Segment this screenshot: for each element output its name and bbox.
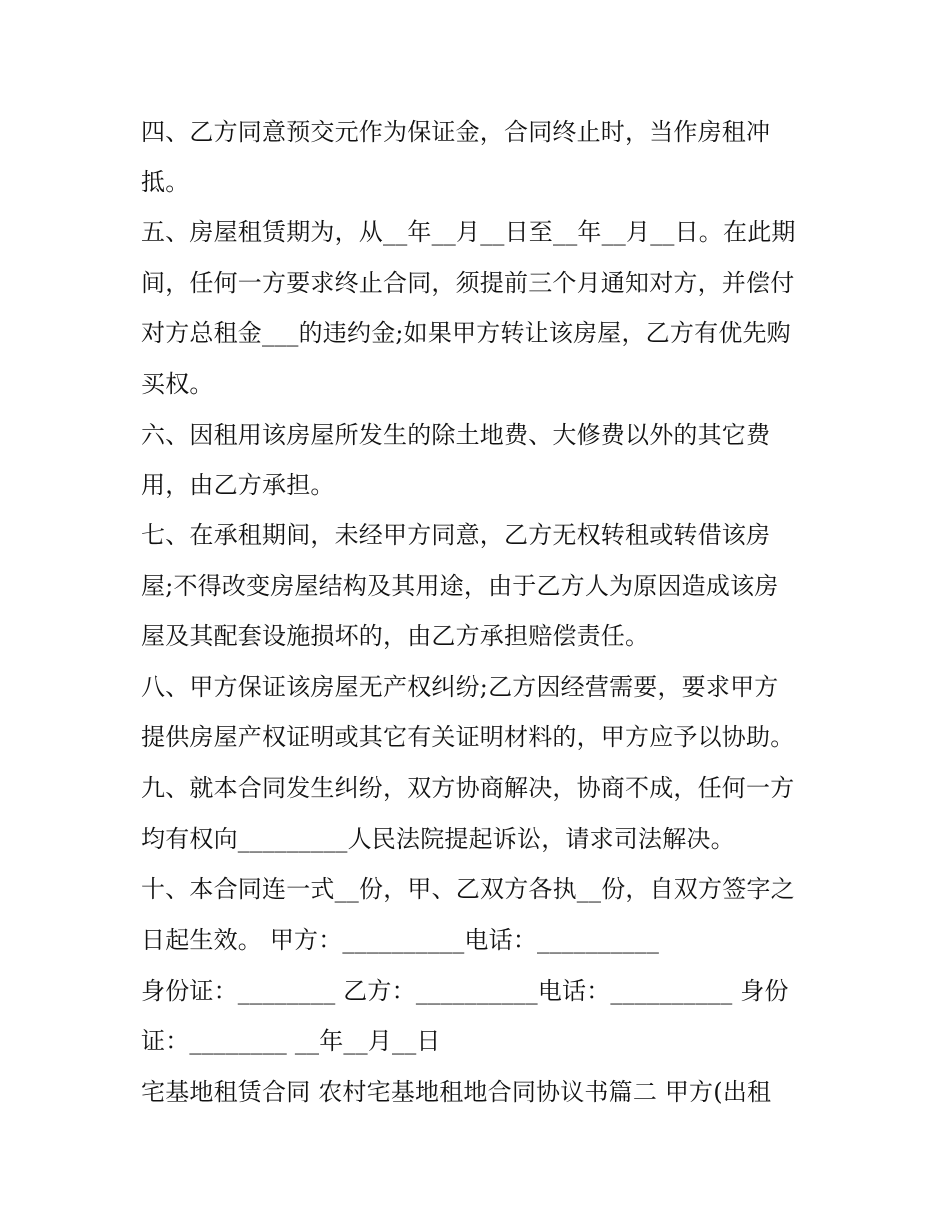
clause-7-line-2: 屋;不得改变房屋结构及其用途，由于乙方人为原因造成该房 xyxy=(141,572,779,600)
clause-5-line-3: 对方总租金___的违约金;如果甲方转让该房屋，乙方有优先购 xyxy=(141,319,791,347)
clause-10-line-2: 日起生效。 甲方：__________电话：__________ xyxy=(141,926,660,954)
clause-10-line-1: 十、本合同连一式__份，甲、乙双方各执__份，自双方签字之 xyxy=(141,875,795,903)
clause-6-line-1: 六、因租用该房屋所发生的除土地费、大修费以外的其它费 xyxy=(141,421,771,449)
clause-9-line-2: 均有权向_________人民法院提起诉讼，请求司法解决。 xyxy=(141,825,735,853)
clause-5-line-2: 间，任何一方要求终止合同，须提前三个月通知对方，并偿付 xyxy=(141,269,795,297)
signature-line-2: 证：________ __年__月__日 xyxy=(141,1027,441,1055)
clause-9-line-1: 九、就本合同发生纠纷，双方协商解决，协商不成，任何一方 xyxy=(141,774,795,802)
signature-line-1: 身份证：________ 乙方：__________电话：__________ 身份 xyxy=(141,977,789,1005)
clause-7-line-3: 屋及其配套设施损坏的，由乙方承担赔偿责任。 xyxy=(141,622,650,650)
clause-7-line-1: 七、在承租期间，未经甲方同意，乙方无权转租或转借该房 xyxy=(141,521,771,549)
clause-4-line-1: 四、乙方同意预交元作为保证金，合同终止时，当作房租冲 xyxy=(141,118,771,146)
clause-5-line-1: 五、房屋租赁期为，从__年__月__日至__年__月__日。在此期 xyxy=(141,218,796,246)
clause-6-line-2: 用，由乙方承担。 xyxy=(141,471,335,499)
section-heading-line: 宅基地租赁合同 农村宅基地租地合同协议书篇二 甲方(出租 xyxy=(141,1078,772,1106)
clause-8-line-2: 提供房屋产权证明或其它有关证明材料的，甲方应予以协助。 xyxy=(141,723,795,751)
clause-8-line-1: 八、甲方保证该房屋无产权纠纷;乙方因经营需要，要求甲方 xyxy=(141,673,779,701)
clause-4-line-2: 抵。 xyxy=(141,168,190,196)
clause-5-line-4: 买权。 xyxy=(141,370,214,398)
